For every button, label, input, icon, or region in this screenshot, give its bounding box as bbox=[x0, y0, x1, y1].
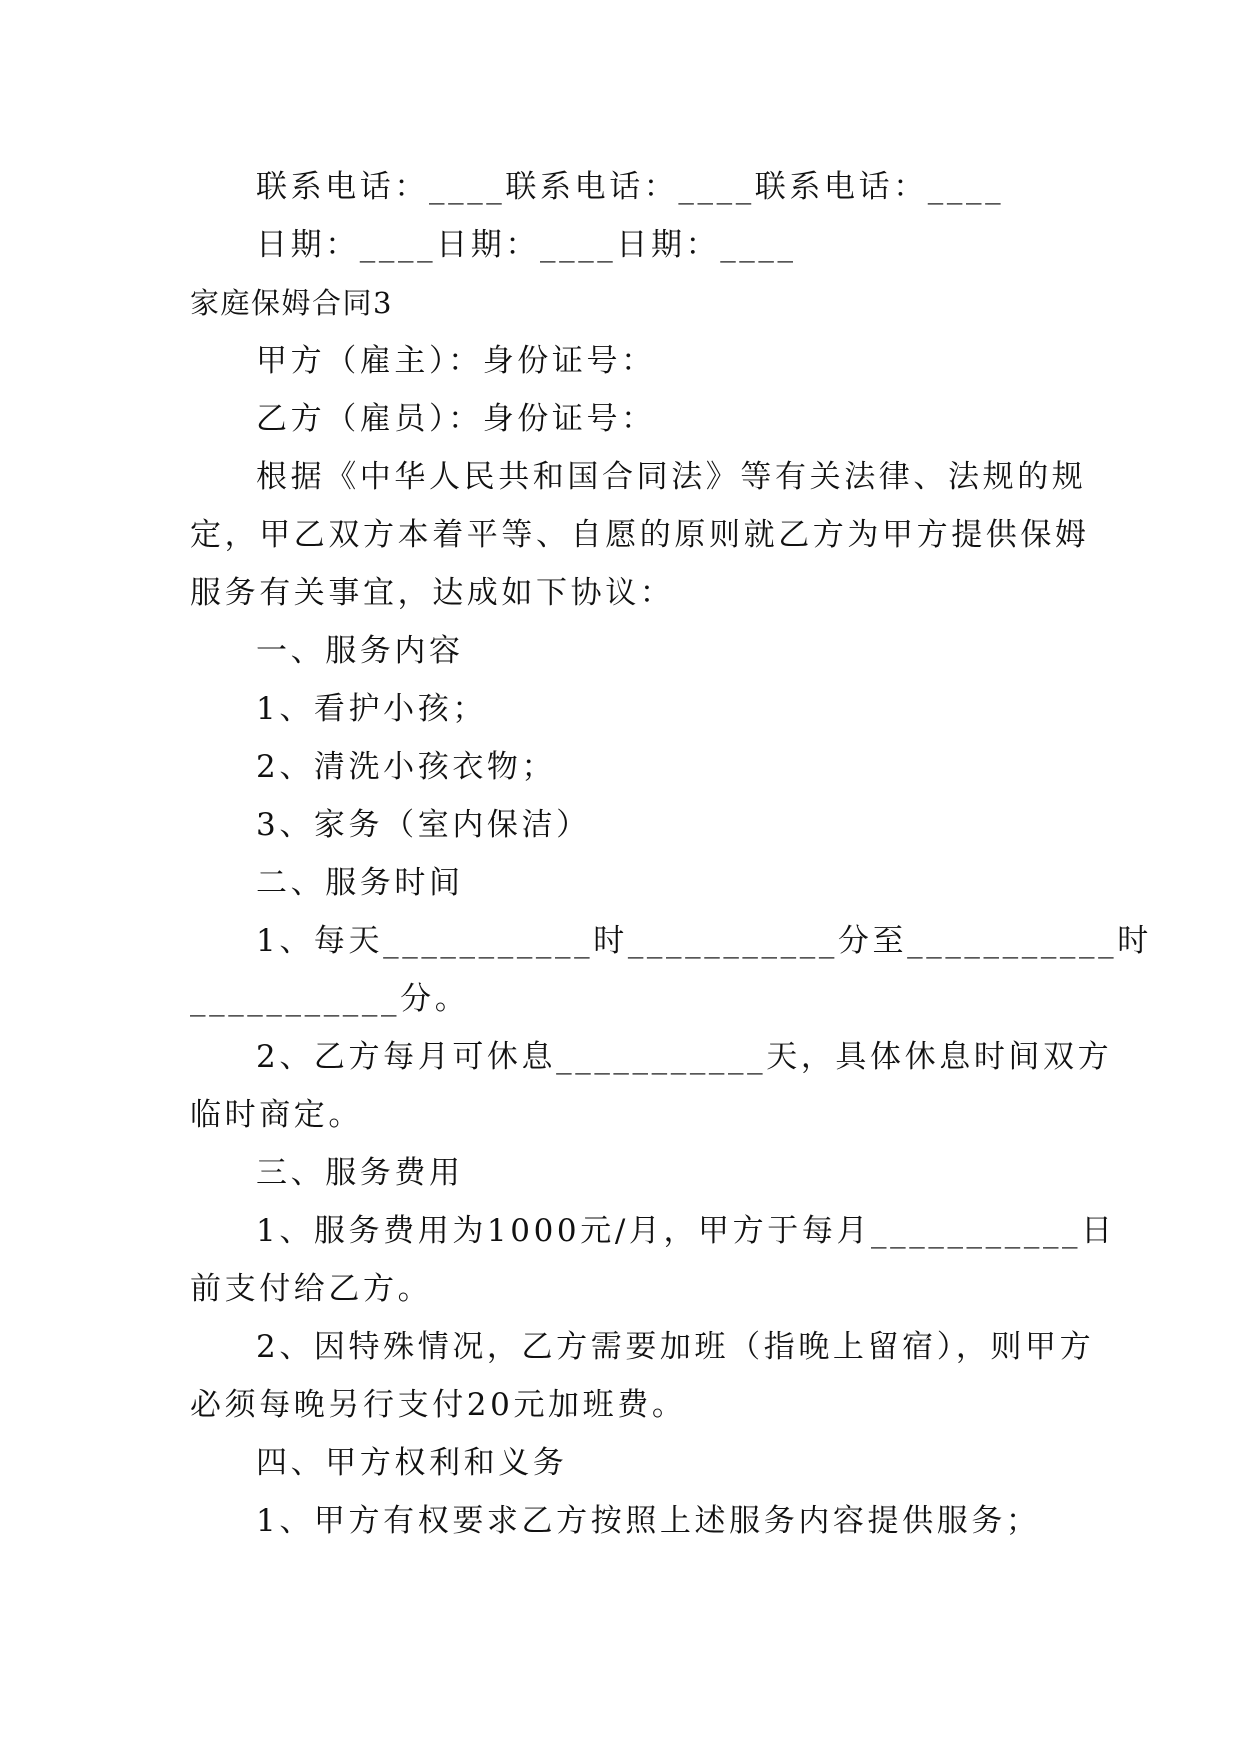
service-item-3: 3、家务（室内保洁） bbox=[256, 807, 591, 843]
fee-clause-2-line-1: 2、因特殊情况，乙方需要加班（指晚上留宿），则甲方 bbox=[256, 1329, 1095, 1365]
preamble-line-1: 根据《中华人民共和国合同法》等有关法律、法规的规 bbox=[256, 459, 1087, 495]
section-heading-service-time: 二、服务时间 bbox=[256, 865, 464, 901]
contact-phone-line: 联系电话：____联系电话：____联系电话：____ bbox=[256, 169, 1005, 205]
party-a-line: 甲方（雇主）：身份证号： bbox=[256, 343, 656, 379]
section-heading-service-fee: 三、服务费用 bbox=[256, 1155, 464, 1191]
contract-title: 家庭保姆合同3 bbox=[190, 286, 393, 320]
time-clause-2-line-2: 临时商定。 bbox=[190, 1097, 363, 1133]
time-clause-1-line-2: ___________分。 bbox=[190, 981, 470, 1017]
preamble-line-3: 服务有关事宜，达成如下协议： bbox=[190, 575, 675, 611]
fee-clause-1-line-2: 前支付给乙方。 bbox=[190, 1271, 433, 1307]
section-heading-party-a-rights: 四、甲方权利和义务 bbox=[256, 1445, 568, 1481]
section-heading-service-content: 一、服务内容 bbox=[256, 633, 464, 669]
preamble-line-2: 定，甲乙双方本着平等、自愿的原则就乙方为甲方提供保姆 bbox=[190, 517, 1090, 553]
contract-text bbox=[190, 158, 1152, 1550]
time-clause-2-line-1: 2、乙方每月可休息___________天，具体休息时间双方 bbox=[256, 1039, 1113, 1075]
fee-clause-1-line-1: 1、服务费用为1000元/月，甲方于每月___________日 bbox=[256, 1213, 1116, 1249]
time-clause-1-line-1: 1、每天___________时___________分至___________时 bbox=[256, 923, 1152, 959]
service-item-2: 2、清洗小孩衣物； bbox=[256, 749, 557, 785]
fee-clause-2-line-2: 必须每晚另行支付20元加班费。 bbox=[190, 1387, 687, 1423]
party-b-line: 乙方（雇员）：身份证号： bbox=[256, 401, 656, 437]
service-item-1: 1、看护小孩； bbox=[256, 691, 487, 727]
date-line: 日期：____日期：____日期：____ bbox=[256, 227, 797, 263]
rights-clause-1: 1、甲方有权要求乙方按照上述服务内容提供服务； bbox=[256, 1503, 1041, 1539]
